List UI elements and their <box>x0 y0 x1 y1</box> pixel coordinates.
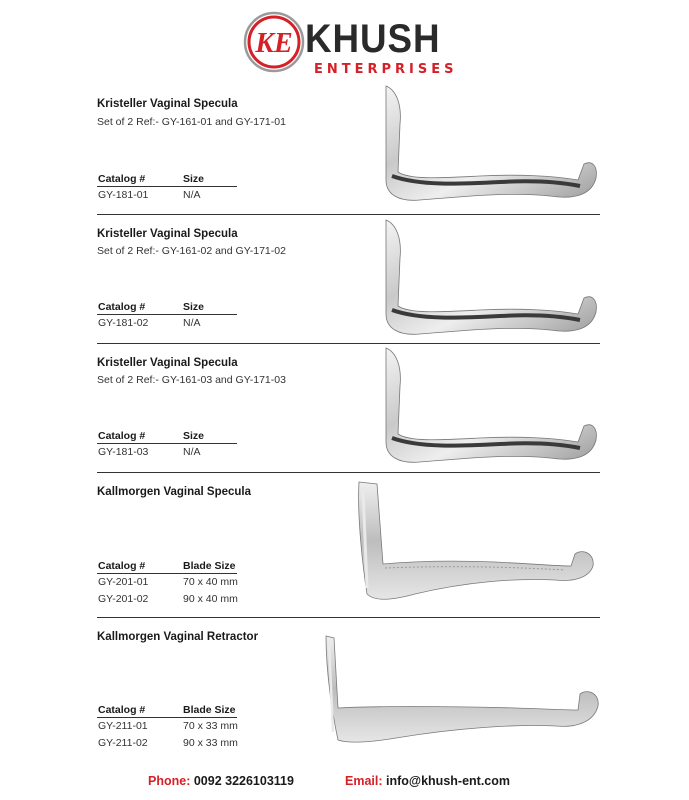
email-label: Email: <box>345 774 383 788</box>
section-divider <box>97 617 600 618</box>
blade-size-value: 70 x 40 mm <box>183 576 238 588</box>
section-divider <box>97 214 600 215</box>
column-header-catalog: Catalog # <box>98 704 146 716</box>
brand-subtitle: ENTERPRISES <box>314 62 458 77</box>
column-header-catalog: Catalog # <box>98 301 146 313</box>
product-title: Kristeller Vaginal Specula <box>97 98 238 110</box>
table-row <box>97 446 237 461</box>
product-title: Kristeller Vaginal Specula <box>97 228 238 240</box>
table-header <box>97 301 237 315</box>
logo-monogram: KE <box>255 28 293 59</box>
logo-badge-icon <box>243 11 305 73</box>
size-value: N/A <box>183 446 201 458</box>
brand-name: KHUSH <box>305 17 441 61</box>
footer-phone <box>148 774 294 788</box>
kristeller-speculum-icon <box>380 84 605 206</box>
table-row <box>97 189 237 204</box>
product-title: Kallmorgen Vaginal Retractor <box>97 631 259 643</box>
column-header-size: Size <box>183 301 205 313</box>
product-title: Kristeller Vaginal Specula <box>97 357 238 369</box>
blade-size-value: 90 x 33 mm <box>183 737 238 749</box>
size-value: N/A <box>183 317 201 329</box>
catalog-number: GY-201-02 <box>98 593 149 605</box>
catalog-number: GY-181-01 <box>98 189 149 201</box>
section-divider <box>97 472 600 473</box>
email-address[interactable]: info@khush-ent.com <box>386 774 510 788</box>
phone-label: Phone: <box>148 774 191 788</box>
catalog-table <box>97 560 237 608</box>
table-row <box>97 737 237 752</box>
column-header-blade-size: Blade Size <box>183 560 236 572</box>
column-header-size: Size <box>183 430 205 442</box>
catalog-number: GY-181-03 <box>98 446 149 458</box>
table-header <box>97 704 237 718</box>
table-row <box>97 593 237 608</box>
table-row <box>97 317 237 332</box>
product-subtitle: Set of 2 Ref:- GY-161-03 and GY-171-03 <box>97 374 286 386</box>
catalog-number: GY-211-02 <box>98 737 148 749</box>
company-logo <box>243 11 458 81</box>
column-header-blade-size: Blade Size <box>183 704 236 716</box>
catalog-number: GY-201-01 <box>98 576 149 588</box>
size-value: N/A <box>183 189 201 201</box>
column-header-size: Size <box>183 173 205 185</box>
kallmorgen-retractor-icon <box>316 632 606 752</box>
phone-number[interactable]: 0092 3226103119 <box>193 774 294 788</box>
catalog-number: GY-211-01 <box>98 720 148 732</box>
table-header <box>97 430 237 444</box>
column-header-catalog: Catalog # <box>98 430 146 442</box>
product-subtitle: Set of 2 Ref:- GY-161-02 and GY-171-02 <box>97 245 286 257</box>
column-header-catalog: Catalog # <box>98 173 146 185</box>
catalog-table <box>97 430 237 461</box>
product-title: Kallmorgen Vaginal Specula <box>97 486 252 498</box>
table-row <box>97 576 237 591</box>
catalog-table <box>97 173 237 204</box>
section-divider <box>97 343 600 344</box>
blade-size-value: 90 x 40 mm <box>183 593 238 605</box>
catalog-table <box>97 301 237 332</box>
catalog-number: GY-181-02 <box>98 317 149 329</box>
kristeller-speculum-icon <box>380 346 605 468</box>
product-subtitle: Set of 2 Ref:- GY-161-01 and GY-171-01 <box>97 116 286 128</box>
column-header-catalog: Catalog # <box>98 560 146 572</box>
table-row <box>97 720 237 735</box>
blade-size-value: 70 x 33 mm <box>183 720 238 732</box>
kallmorgen-speculum-icon <box>345 478 603 610</box>
footer-email <box>345 774 510 788</box>
catalog-table <box>97 704 237 752</box>
kristeller-speculum-icon <box>380 218 605 340</box>
table-header <box>97 560 237 574</box>
table-header <box>97 173 237 187</box>
